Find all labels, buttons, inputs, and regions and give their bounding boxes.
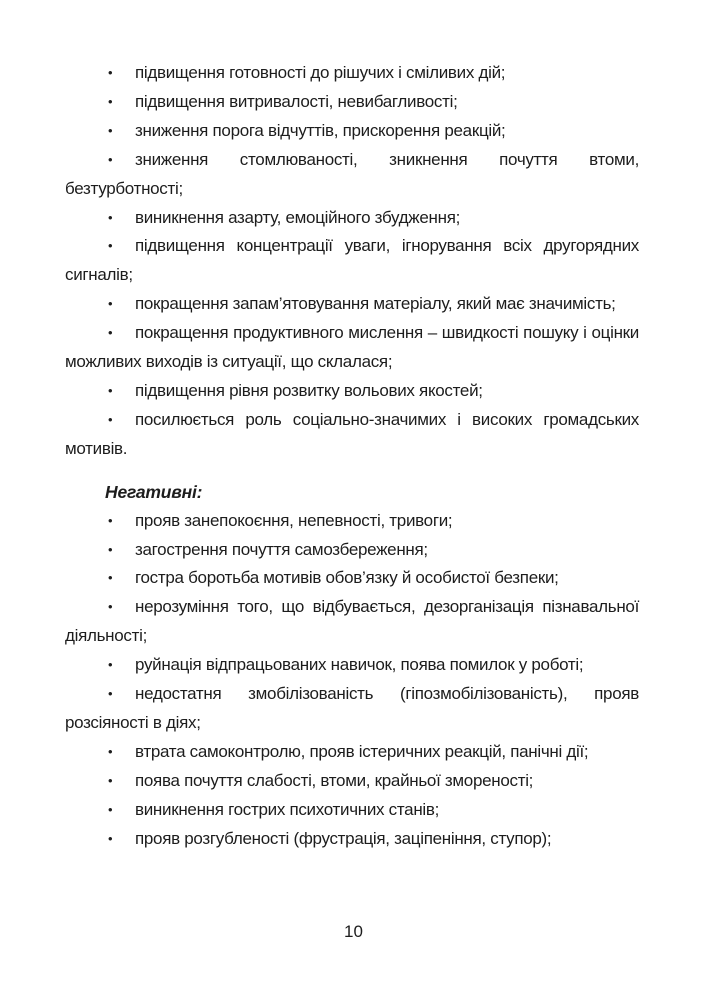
bullet-icon: •	[108, 93, 113, 109]
list-item-text: зниження стомлюваності, зникнення почуття втоми, безтурботності;	[65, 149, 639, 198]
bullet-icon: •	[108, 801, 113, 817]
bullet-icon: •	[108, 209, 113, 225]
list-item-text: гостра боротьба мотивів обов’язку й особистої безпеки;	[135, 568, 559, 588]
list-item-text: втрата самоконтролю, прояв істеричних реакцій, панічні дії;	[135, 741, 589, 761]
list-item	[65, 319, 639, 377]
list-item	[65, 680, 639, 738]
list-item	[65, 593, 639, 651]
list-item	[65, 767, 639, 796]
list-item-text: покращення продуктивного мислення – швидкості пошуку і оцінки можливих виходів із ситуації, що склалася;	[65, 323, 639, 372]
list-item	[65, 536, 639, 565]
page-content	[65, 59, 639, 853]
bullet-icon: •	[108, 657, 113, 673]
list-item	[65, 88, 639, 117]
list-item-text: недостатня змобілізованість (гіпозмобілізованість), прояв розсіяності в діях;	[65, 684, 639, 732]
list-item	[65, 564, 639, 593]
list-item	[65, 117, 639, 146]
list-item-text: нерозуміння того, що відбувається, дезорганізація пізнавальної діяльності;	[65, 597, 639, 646]
list-item	[65, 738, 639, 767]
list-item-text: підвищення готовності до рішучих і сміливих дій;	[135, 63, 506, 82]
list-item-text: виникнення гострих психотичних станів;	[135, 799, 440, 819]
bullet-icon: •	[108, 296, 113, 312]
list-item	[65, 59, 639, 88]
list-item	[65, 406, 639, 464]
list-item-text: зниження порога відчуттів, прискорення реакцій;	[135, 120, 506, 140]
list-item-text: покращення запам’ятовування матеріалу, який має значимість;	[135, 294, 616, 314]
bullet-icon: •	[108, 411, 113, 427]
list-item-text: загострення почуття самозбереження;	[135, 539, 428, 559]
list-item-text: виникнення азарту, емоційного збудження;	[135, 207, 461, 227]
bullet-icon: •	[108, 122, 113, 138]
list-item-text: руйнація відпрацьованих навичок, поява помилок у роботі;	[135, 655, 584, 675]
list-item-text: прояв розгубленості (фрустрація, заціпеніння, ступор);	[135, 828, 552, 848]
bullet-icon: •	[108, 325, 113, 341]
bullet-icon: •	[108, 599, 113, 615]
page-number: 10	[344, 922, 363, 941]
section-heading-negative: Негативні:	[105, 481, 203, 502]
list-item-text: посилюється роль соціально-значимих і високих громадських мотивів.	[65, 409, 639, 458]
bullet-icon: •	[108, 65, 113, 80]
list-item-text: підвищення рівня розвитку вольових якостей;	[135, 380, 483, 400]
list-item-text: підвищення концентрації уваги, ігнорування всіх другорядних сигналів;	[65, 236, 639, 285]
list-item-text: поява почуття слабості, втоми, крайньої змореності;	[135, 770, 534, 790]
list-item	[65, 232, 639, 290]
bullet-icon: •	[108, 541, 113, 557]
bullet-icon: •	[108, 382, 113, 398]
list-item	[65, 796, 639, 825]
bullet-icon: •	[108, 772, 113, 788]
list-item	[65, 507, 639, 536]
list-item	[65, 290, 639, 319]
bullet-icon: •	[108, 570, 113, 586]
bullet-icon: •	[108, 238, 113, 254]
list-item	[65, 651, 639, 680]
bullet-icon: •	[108, 743, 113, 759]
bullet-icon: •	[108, 512, 113, 528]
bullet-icon: •	[108, 151, 113, 167]
list-item-text: підвищення витривалості, невибагливості;	[135, 91, 458, 111]
list-item	[65, 825, 639, 854]
bullet-icon: •	[108, 830, 113, 846]
list-item	[65, 204, 639, 233]
list-item	[65, 377, 639, 406]
list-item-text: прояв занепокоєння, непевності, тривоги;	[135, 510, 453, 530]
bullet-icon: •	[108, 686, 113, 702]
list-item	[65, 146, 639, 204]
